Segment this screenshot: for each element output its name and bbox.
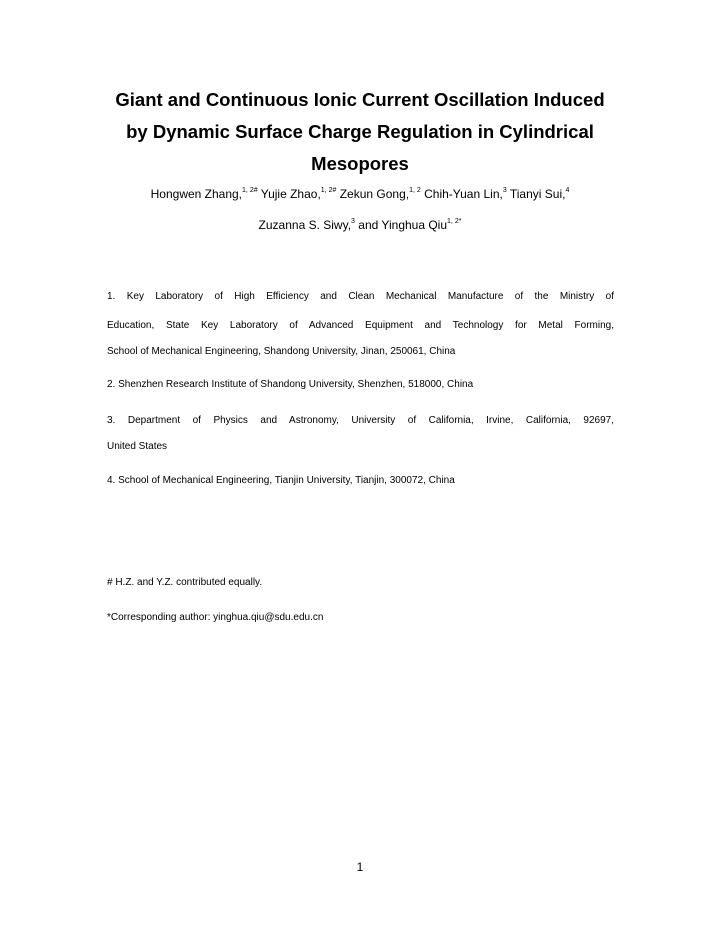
- author-affiliation-mark: 1, 2*: [447, 218, 462, 225]
- author-name: Zekun Gong,: [339, 187, 410, 201]
- equal-contribution-note: # H.Z. and Y.Z. contributed equally.: [107, 577, 263, 588]
- author-affiliation-mark: 1, 2#: [320, 187, 337, 194]
- author-name: Chih-Yuan Lin,: [424, 187, 503, 201]
- affiliation-1-line-3: School of Mechanical Engineering, Shandong University, Jinan, 250061, China: [107, 346, 456, 357]
- title-line-2: by Dynamic Surface Charge Regulation in Cylindrical: [126, 121, 594, 142]
- author-name: Yujie Zhao,: [260, 187, 321, 201]
- author-line-2: [60, 217, 660, 233]
- page-number: 1: [356, 860, 364, 874]
- author-affiliation-mark: 4: [565, 187, 570, 194]
- author-name: and Yinghua Qiu: [358, 218, 448, 232]
- title-line-1: Giant and Continuous Ionic Current Oscillation Induced: [115, 89, 605, 110]
- author-name: Tianyi Sui,: [509, 187, 566, 201]
- corresponding-author-note: *Corresponding author: yinghua.qiu@sdu.edu.cn: [107, 612, 324, 623]
- author-affiliation-mark: 3: [502, 187, 507, 194]
- affiliation-2: 2. Shenzhen Research Institute of Shandong University, Shenzhen, 518000, China: [107, 379, 474, 390]
- author-affiliation-mark: 1, 2#: [242, 187, 258, 194]
- affiliation-1-line-1: 1. Key Laboratory of High Efficiency and Clean Mechanical Manufacture of the Ministry of: [107, 291, 614, 302]
- affiliation-1-line-2: Education, State Key Laboratory of Advanced Equipment and Technology for Metal Forming,: [107, 320, 614, 331]
- author-name: Hongwen Zhang,: [150, 187, 243, 201]
- title-line-3: Mesopores: [311, 153, 409, 174]
- author-affiliation-mark: 3: [351, 218, 355, 225]
- author-line-1: [60, 186, 660, 202]
- author-name: Zuzanna S. Siwy,: [258, 218, 352, 232]
- affiliation-4: 4. School of Mechanical Engineering, Tianjin University, Tianjin, 300072, China: [107, 475, 455, 486]
- affiliation-3-line-2: United States: [107, 441, 168, 452]
- author-affiliation-mark: 1, 2: [409, 187, 421, 194]
- paper-title: [90, 84, 630, 180]
- affiliation-3-line-1: 3. Department of Physics and Astronomy, University of California, Irvine, California, 92697,: [107, 415, 614, 426]
